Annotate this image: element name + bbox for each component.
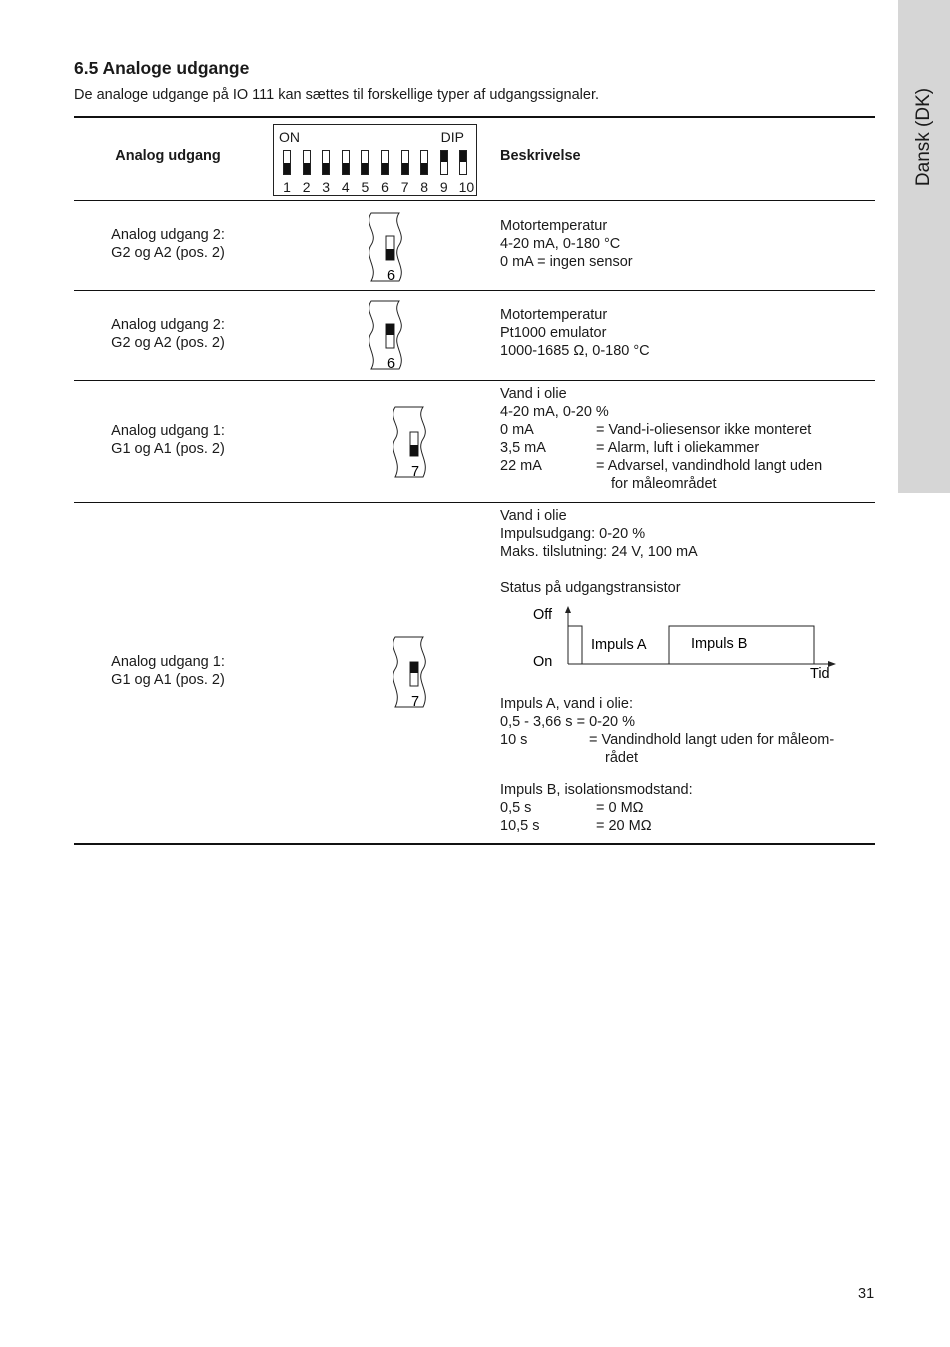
output-terminals: G1 og A1 (pos. 2) [111,672,225,688]
dip-switch-6 [381,150,389,175]
switch-6-off-diagram [369,211,409,285]
desc-continuation: for måleområdet [611,476,717,492]
table-row-description [500,385,822,493]
output-terminals: G1 og A1 (pos. 2) [111,441,225,457]
timing-y-arrow [565,606,571,613]
row-divider [74,290,875,291]
desc-line: Pt1000 emulator [500,325,607,341]
dip-switch-7 [401,150,409,175]
timing-diagram [520,600,850,684]
desc-line: 4-20 mA, 0-20 % [500,404,609,420]
table-row-description [500,507,698,597]
language-tab [898,0,950,493]
table-bottom-rule [74,843,875,845]
column-header-description: Beskrivelse [500,148,581,164]
dip-switch-10 [459,150,467,175]
row-divider [74,502,875,503]
output-terminals: G2 og A2 (pos. 2) [111,335,225,351]
dip-switch-1 [283,150,291,175]
output-terminals: G2 og A2 (pos. 2) [111,245,225,261]
switch-7-off-diagram [393,405,433,481]
switch-6-on-diagram [369,299,409,373]
desc-kv [500,731,834,749]
dip-number: 10 [458,179,475,195]
row-divider [74,380,875,381]
table-row-output [74,316,262,352]
switch-number: 7 [410,694,420,710]
output-label: Analog udgang 2: [111,227,225,243]
kv-value: = Alarm, luft i oliekammer [596,440,760,456]
dip-switch-8 [420,150,428,175]
kv-key: 10 s [500,732,528,748]
desc-kv [500,799,693,817]
desc-line: Vand i olie [500,386,567,402]
switch-number: 7 [410,464,420,480]
timing-on-label: On [533,654,553,670]
dip-label: DIP [440,129,464,145]
desc-line: 4-20 mA, 0-180 °C [500,236,621,252]
switch-number: 6 [386,268,396,284]
table-row-output [74,422,262,458]
dip-number: 4 [341,179,350,195]
switch-number: 6 [386,356,396,372]
section-title: 6.5 Analoge udgange [74,58,250,78]
switch-7-on-diagram [393,635,433,711]
kv-key: 3,5 mA [500,440,546,456]
kv-value: = Advarsel, vandindhold langt uden [596,458,823,474]
desc-continuation: rådet [605,750,639,766]
kv-key: 10,5 s [500,818,540,834]
desc-kv [500,439,822,457]
output-label: Analog udgang 1: [111,654,225,670]
timing-axis-label: Tid [810,666,830,682]
table-row-output [74,653,262,689]
kv-key: 0,5 s [500,800,532,816]
kv-key: 22 mA [500,458,542,474]
kv-value: = 20 MΩ [596,818,652,834]
dip-switch-9 [440,150,448,175]
kv-value: = Vandindhold langt uden for måleom- [589,732,835,748]
column-header-output: Analog udgang [115,148,221,164]
dip-number: 9 [439,179,448,195]
table-row-description [500,217,633,271]
desc-line: Motortemperatur [500,218,608,234]
kv-value: = 0 MΩ [596,800,644,816]
dip-switch-5 [361,150,369,175]
desc-line: 0 mA = ingen sensor [500,254,633,270]
desc-kv [500,457,822,475]
table-top-rule [74,116,875,118]
desc-line: Impuls B, isolationsmodstand: [500,782,693,798]
impuls-b-label: Impuls B [691,636,748,652]
intro-text: De analoge udgange på IO 111 kan sættes til forskellige typer af udgangssignaler. [74,87,600,103]
table-header-rule [74,200,875,201]
dip-number: 6 [381,179,389,195]
table-row-description [500,306,650,360]
impuls-b-description [500,781,693,835]
table-row-output [74,226,262,262]
page-number: 31 [858,1286,875,1302]
output-label: Analog udgang 1: [111,423,225,439]
language-tab-label: Dansk (DK) [913,87,934,187]
dip-number: 2 [302,179,311,195]
dip-number: 1 [283,179,291,195]
desc-line: Motortemperatur [500,307,608,323]
dip-number: 3 [322,179,331,195]
dip-number: 8 [420,179,429,195]
dip-number: 5 [361,179,370,195]
desc-line: Vand i olie [500,508,567,524]
dip-switch-diagram [273,124,477,196]
kv-key: 0 mA [500,422,534,438]
status-title: Status på udgangstransistor [500,580,681,596]
impuls-a-description [500,695,834,767]
impuls-a-label: Impuls A [591,637,647,653]
dip-switch-3 [322,150,330,175]
desc-line: 1000-1685 Ω, 0-180 °C [500,343,650,359]
dip-switch-4 [342,150,350,175]
desc-line: 0,5 - 3,66 s = 0-20 % [500,714,636,730]
desc-line: Impuls A, vand i olie: [500,696,633,712]
desc-kv [500,817,693,835]
desc-line: Maks. tilslutning: 24 V, 100 mA [500,544,698,560]
kv-value: = Vand-i-oliesensor ikke monteret [596,422,812,438]
dip-on-label: ON [279,129,300,145]
desc-kv [500,421,822,439]
desc-line: Impulsudgang: 0-20 % [500,526,646,542]
output-label: Analog udgang 2: [111,317,225,333]
timing-off-label: Off [533,607,553,623]
dip-number: 7 [400,179,409,195]
dip-switch-2 [303,150,311,175]
